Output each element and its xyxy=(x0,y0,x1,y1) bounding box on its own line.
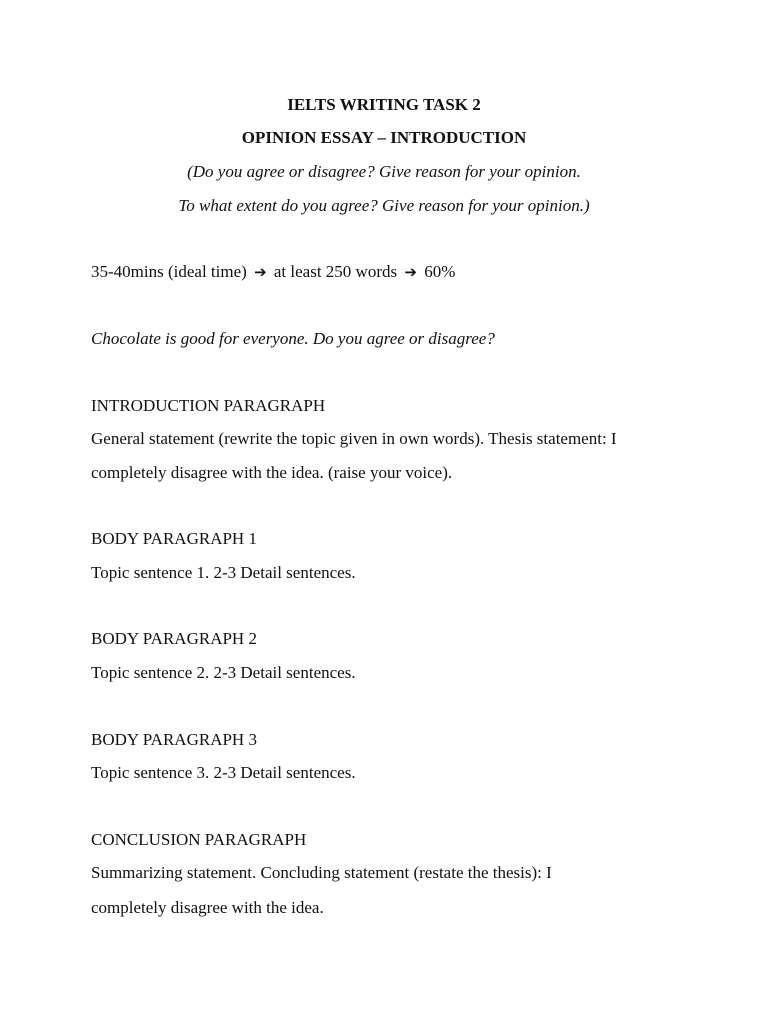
right-arrow-icon: ➔ xyxy=(254,263,267,281)
timing-part-2: at least 250 words xyxy=(273,262,398,281)
conclusion-line-1: Summarizing statement. Concluding statement (restate the thesis): I xyxy=(91,863,552,882)
conclusion-line-2: completely disagree with the idea. xyxy=(91,898,324,917)
right-arrow-icon: ➔ xyxy=(404,263,417,281)
intro-line-1: General statement (rewrite the topic given in own words). Thesis statement: I xyxy=(91,429,617,448)
body3-heading: BODY PARAGRAPH 3 xyxy=(91,730,257,749)
timing-part-3: 60% xyxy=(424,262,456,281)
intro-heading: INTRODUCTION PARAGRAPH xyxy=(91,396,326,415)
document-note-line-2: To what extent do you agree? Give reason for your opinion.) xyxy=(178,196,590,215)
document-title: IELTS WRITING TASK 2 xyxy=(287,95,481,114)
document-note-line-1: (Do you agree or disagree? Give reason for your opinion. xyxy=(187,162,581,181)
body3-line-1: Topic sentence 3. 2-3 Detail sentences. xyxy=(91,763,356,782)
essay-prompt: Chocolate is good for everyone. Do you agree or disagree? xyxy=(91,329,495,348)
intro-line-2: completely disagree with the idea. (raise your voice). xyxy=(91,463,453,482)
body1-heading: BODY PARAGRAPH 1 xyxy=(91,529,257,548)
timing-part-1: 35-40mins (ideal time) xyxy=(91,262,247,281)
body2-heading: BODY PARAGRAPH 2 xyxy=(91,629,257,648)
conclusion-heading: CONCLUSION PARAGRAPH xyxy=(91,830,307,849)
timing-line xyxy=(91,262,455,282)
body2-line-1: Topic sentence 2. 2-3 Detail sentences. xyxy=(91,663,356,682)
document-subtitle: OPINION ESSAY – INTRODUCTION xyxy=(241,128,527,147)
body1-line-1: Topic sentence 1. 2-3 Detail sentences. xyxy=(91,563,356,582)
